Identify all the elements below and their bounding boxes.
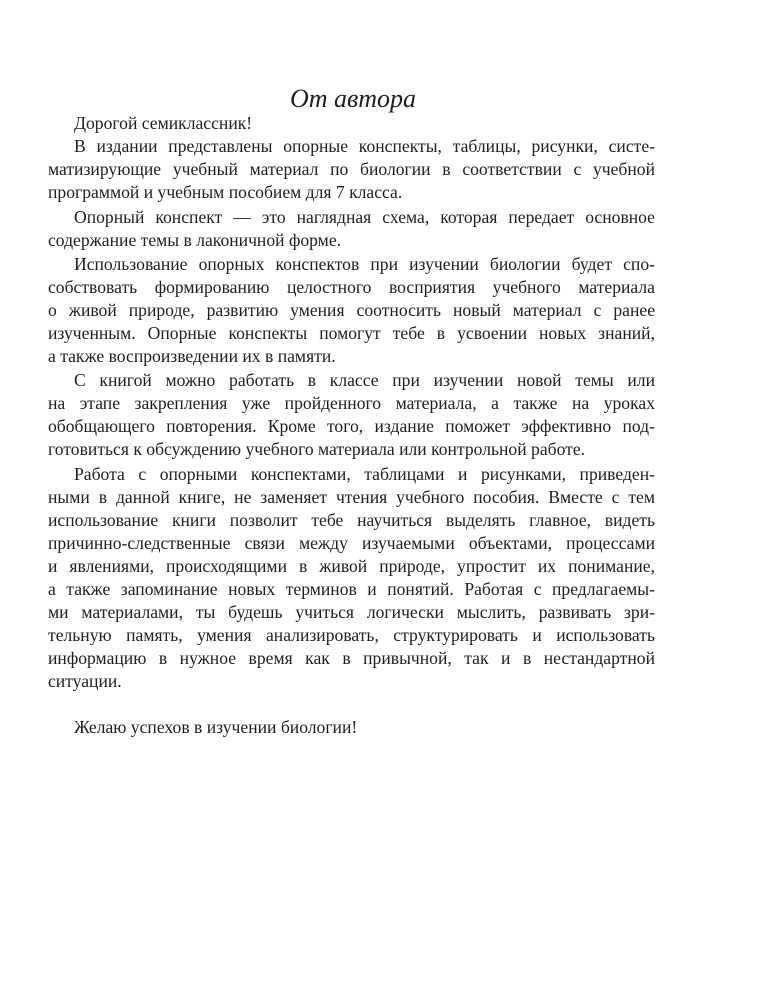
paragraph-5-line: Работа с опорными конспектами, таблицами и рисунками, приведен-: [74, 464, 655, 484]
paragraph-5-line: тельную память, умения анализировать, структурировать и использовать: [48, 625, 655, 645]
paragraph-2-line: Опорный конспект — это наглядная схема, которая передает основное: [74, 207, 655, 227]
paragraph-5-line: ми материалами, ты будешь учиться логически мыслить, развивать зри-: [48, 602, 655, 622]
paragraph-3-line: изученным. Опорные конспекты помогут тебе в усвоении новых знаний,: [48, 323, 655, 343]
paragraph-4-line: готовиться к обсуждению учебного материала или контрольной работе.: [48, 439, 586, 459]
paragraph-5-line: ными в данной книге, не заменяет чтения учебного пособия. Вместе с тем: [48, 487, 655, 507]
paragraph-1-line: программой и учебным пособием для 7 класса.: [48, 182, 403, 202]
paragraph-5-line: информацию в нужное время как в привычной, так и в нестандартной: [48, 648, 655, 668]
paragraph-1-line: В издании представлены опорные конспекты, таблицы, рисунки, систе-: [74, 136, 655, 156]
paragraph-5-line: а также запоминание новых терминов и понятий. Работая с предлагаемы-: [48, 579, 655, 599]
paragraph-5-line: причинно-следственные связи между изучаемыми объектами, процессами: [48, 533, 655, 553]
greeting-line: Дорогой семиклассник!: [74, 113, 253, 133]
paragraph-2-line: содержание темы в лаконичной форме.: [48, 230, 342, 250]
paragraph-3-line: Использование опорных конспектов при изучении биологии будет спо-: [74, 254, 655, 274]
paragraph-3-line: а также воспроизведении их в памяти.: [48, 346, 336, 366]
paragraph-1-line: матизирующие учебный материал по биологии в соответствии с учебной: [48, 159, 655, 179]
paragraph-5-line: и явлениями, происходящими в живой природе, упростит их понимание,: [48, 556, 655, 576]
closing-line: Желаю успехов в изучении биологии!: [74, 717, 358, 737]
paragraph-4-line: С книгой можно работать в классе при изучении новой темы или: [74, 370, 655, 390]
paragraph-5-line: использование книги позволит тебе научиться выделять главное, видеть: [48, 510, 655, 530]
paragraph-4-line: на этапе закрепления уже пройденного материала, а также на уроках: [48, 393, 655, 413]
paragraph-5-line: ситуации.: [48, 671, 122, 691]
page-title: От автора: [289, 84, 417, 113]
paragraph-3-line: о живой природе, развитию умения соотносить новый материал с ранее: [48, 300, 655, 320]
paragraph-4-line: обобщающего повторения. Кроме того, издание поможет эффективно под-: [48, 416, 655, 436]
paragraph-3-line: собствовать формированию целостного восприятия учебного материала: [48, 277, 655, 297]
